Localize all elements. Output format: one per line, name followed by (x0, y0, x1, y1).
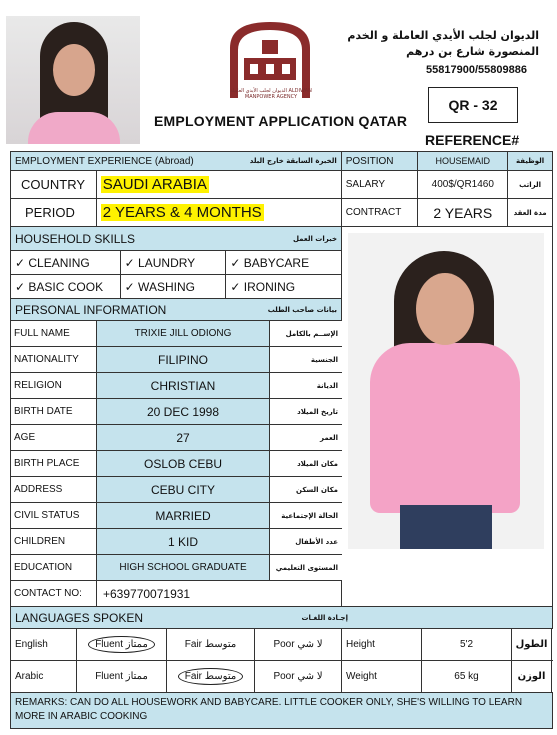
contact-row (10, 581, 342, 607)
contact-value: +639770071931 (97, 581, 342, 606)
position-label: POSITION (342, 152, 419, 170)
application-form (10, 151, 553, 729)
company-name-arabic: الديوان لجلب الأيدي العاملة و الخدم المنصورة شارع بن درهم (347, 29, 539, 58)
personal-field-label-ar: الجنسية (310, 355, 338, 364)
metric-label-ar: الوزن (512, 661, 552, 692)
fair-option: Fair متوسط (178, 668, 243, 685)
personal-section-label: PERSONAL INFORMATION (15, 302, 167, 317)
personal-field-value: TRIXIE JILL ODIONG (97, 321, 270, 346)
applicant-photo-small (6, 16, 140, 144)
personal-header-row (10, 299, 342, 321)
personal-field-label-ar: الديانة (316, 381, 338, 390)
applicant-photo-large-panel (342, 227, 553, 607)
period-value: 2 YEARS & 4 MONTHS (102, 204, 262, 221)
personal-field-label-ar: تاريخ الميلاد (297, 407, 338, 416)
salary-label: SALARY (342, 171, 419, 198)
applicant-photo-large (348, 233, 544, 549)
personal-field-label: BIRTH PLACE (11, 451, 97, 476)
metric-value: 65 kg (422, 661, 512, 692)
languages-header-row (10, 607, 553, 629)
languages-section-label-ar: إجـادة اللغـات (301, 613, 348, 622)
personal-info-row (10, 321, 342, 347)
skills-header-row (10, 227, 342, 251)
skills-section-label: HOUSEHOLD SKILLS (15, 231, 136, 246)
personal-field-value: HIGH SCHOOL GRADUATE (97, 555, 270, 580)
personal-field-label-ar: مكان الميلاد (297, 459, 338, 468)
personal-info-row (10, 373, 342, 399)
personal-field-label-ar: المستوى التعليمي (275, 563, 338, 572)
period-row (10, 199, 553, 227)
personal-field-label: EDUCATION (11, 555, 97, 580)
personal-info-row (10, 477, 342, 503)
language-name: English (11, 629, 77, 660)
personal-field-label-ar: العمر (319, 433, 338, 442)
company-phone: 55817900/55809886 (426, 64, 527, 76)
personal-field-value: CHRISTIAN (97, 373, 270, 398)
country-value: SAUDI ARABIA (102, 176, 207, 193)
personal-field-value: MARRIED (97, 503, 270, 528)
remarks: REMARKS: CAN DO ALL HOUSEWORK AND BABYCARE. LITTLE COOKER ONLY, SHE'S WILLING TO LEARN MORE IN ARABIC COOKING (10, 693, 553, 729)
employment-section-label-ar: الخبرة السابقة خارج البلد (249, 157, 337, 165)
languages-section-label: LANGUAGES SPOKEN (15, 610, 144, 625)
contract-label: CONTRACT (342, 199, 419, 226)
skill-item: ✓ BASIC COOK (11, 275, 121, 298)
metric-value: 5'2 (422, 629, 512, 660)
skill-item: ✓ LAUNDRY (121, 251, 227, 274)
personal-field-value: 27 (97, 425, 270, 450)
contract-value: 2 YEARS (418, 199, 508, 226)
personal-section-label-ar: بيانات صاحب الطلب (267, 305, 337, 314)
skill-item: ✓ WASHING (121, 275, 227, 298)
skill-item: ✓ BABYCARE (230, 255, 310, 270)
personal-field-label: FULL NAME (11, 321, 97, 346)
personal-field-value: FILIPINO (97, 347, 270, 372)
personal-field-label: AGE (11, 425, 97, 450)
personal-field-label: ADDRESS (11, 477, 97, 502)
fluent-option: Fluent ممتاز (88, 636, 155, 653)
personal-field-label-ar: الحالة الإجتماعية (281, 511, 338, 520)
header (0, 0, 557, 150)
personal-field-value: OSLOB CEBU (97, 451, 270, 476)
personal-info-row (10, 503, 342, 529)
metric-label: Weight (342, 661, 422, 692)
skill-item: ✓ CLEANING (11, 251, 121, 274)
personal-info-row (10, 451, 342, 477)
skills-row-1 (10, 251, 342, 275)
skills-section-label-ar: خبرات العمل (292, 234, 337, 243)
reference-label: REFERENCE# (425, 132, 520, 148)
skill-item: ✓ IRONING (230, 279, 296, 294)
contact-label: CONTACT NO: (11, 581, 97, 606)
personal-field-value: 1 KID (97, 529, 270, 554)
country-label: COUNTRY (11, 171, 97, 198)
personal-field-label: NATIONALITY (11, 347, 97, 372)
language-row (10, 661, 553, 693)
position-value: HOUSEMAID (418, 152, 508, 170)
personal-field-label: CHILDREN (11, 529, 97, 554)
poor-option: Poor لا شي (273, 671, 323, 682)
fluent-option: Fluent ممتاز (95, 671, 148, 682)
language-name: Arabic (11, 661, 77, 692)
personal-field-label-ar: الإســم بالكامل (285, 329, 338, 338)
salary-label-ar: الراتب (519, 180, 541, 189)
personal-info-row (10, 555, 342, 581)
metric-label: Height (342, 629, 422, 660)
personal-info-row (10, 425, 342, 451)
personal-field-value: CEBU CITY (97, 477, 270, 502)
metric-label-ar: الطول (512, 629, 552, 660)
skills-row-2 (10, 275, 342, 299)
employment-section-label: EMPLOYMENT EXPERIENCE (Abroad) (15, 155, 194, 167)
personal-field-label-ar: مكان السكن (296, 485, 338, 494)
qr-code-box: QR - 32 (428, 87, 518, 123)
position-label-ar: الوظيفة (516, 157, 545, 165)
personal-info-row (10, 399, 342, 425)
personal-info-row (10, 347, 342, 373)
contract-label-ar: مدة العقد (513, 208, 547, 217)
country-row (10, 171, 553, 199)
logo-caption: الديوان لجلب الأيدي العاملة ALDIWAN MANPOWER AGENCY (230, 88, 312, 100)
personal-field-label: BIRTH DATE (11, 399, 97, 424)
page-title: EMPLOYMENT APPLICATION QATAR (154, 113, 408, 129)
fair-option: Fair متوسط (184, 639, 237, 650)
personal-info-row (10, 529, 342, 555)
personal-field-label: RELIGION (11, 373, 97, 398)
employment-header-row (10, 151, 553, 171)
poor-option: Poor لا شي (273, 639, 323, 650)
personal-field-label: CIVIL STATUS (11, 503, 97, 528)
salary-value: 400$/QR1460 (418, 171, 508, 198)
language-row (10, 629, 553, 661)
period-label: PERIOD (11, 199, 97, 226)
personal-field-label-ar: عدد الأطفال (295, 537, 338, 546)
personal-field-value: 20 DEC 1998 (97, 399, 270, 424)
